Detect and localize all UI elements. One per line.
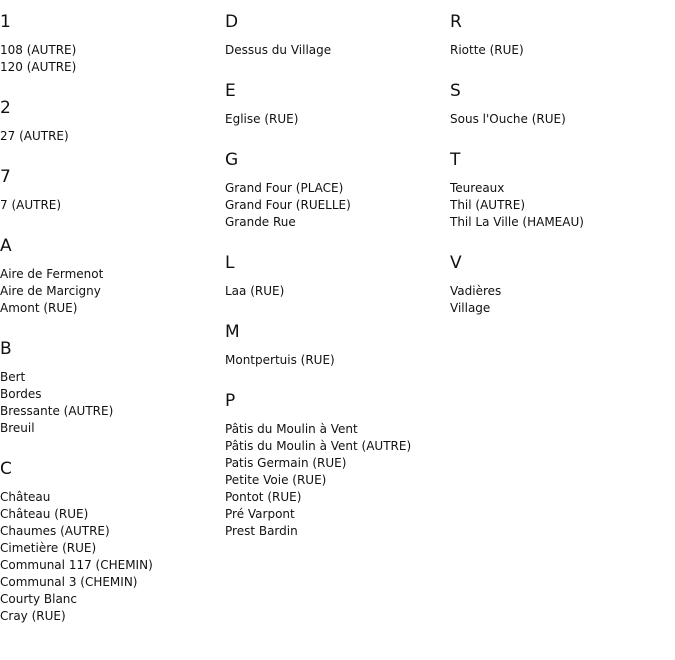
letter-heading: 1	[0, 12, 11, 32]
street-list	[225, 283, 450, 300]
street-link[interactable]: Communal 117 (CHEMIN)	[0, 558, 153, 572]
letter-heading: V	[450, 253, 462, 273]
street-list	[225, 180, 450, 231]
street-list	[450, 283, 675, 317]
street-link[interactable]: Pontot (RUE)	[225, 490, 302, 504]
letter-group	[0, 98, 225, 145]
street-link[interactable]: Aire de Fermenot	[0, 267, 104, 281]
street-link[interactable]: 7 (AUTRE)	[0, 198, 62, 212]
letter-group	[450, 253, 675, 317]
street-link[interactable]: Sous l'Ouche (RUE)	[450, 112, 566, 126]
street-link[interactable]: Village	[450, 301, 491, 315]
letter-heading: B	[0, 339, 12, 359]
street-list	[450, 180, 675, 231]
letter-heading: A	[0, 236, 12, 256]
street-link[interactable]: Pâtis du Moulin à Vent	[225, 422, 358, 436]
street-link[interactable]: Dessus du Village	[225, 43, 332, 57]
street-link[interactable]: Courty Blanc	[0, 592, 78, 606]
street-list	[0, 197, 225, 214]
letter-heading: D	[225, 12, 239, 32]
street-link[interactable]: Laa (RUE)	[225, 284, 285, 298]
letter-heading: M	[225, 322, 240, 342]
letter-heading: 2	[0, 98, 11, 118]
street-link[interactable]: Bordes	[0, 387, 42, 401]
letter-group	[450, 150, 675, 231]
street-list	[0, 266, 225, 317]
street-link[interactable]: Eglise (RUE)	[225, 112, 299, 126]
letter-heading: E	[225, 81, 236, 101]
letter-group	[0, 339, 225, 437]
letter-group	[450, 81, 675, 128]
letter-heading: 7	[0, 167, 11, 187]
letter-group	[225, 391, 450, 540]
street-list	[0, 42, 225, 76]
street-link[interactable]: Prest Bardin	[225, 524, 298, 538]
street-link[interactable]: Breuil	[0, 421, 35, 435]
letter-group	[0, 236, 225, 317]
street-link[interactable]: Grande Rue	[225, 215, 296, 229]
index-column-1	[0, 0, 225, 647]
street-link[interactable]: Grand Four (RUELLE)	[225, 198, 351, 212]
street-link[interactable]: Cimetière (RUE)	[0, 541, 97, 555]
letter-group	[225, 253, 450, 300]
street-link[interactable]: Chaumes (AUTRE)	[0, 524, 110, 538]
street-link[interactable]: Vadières	[450, 284, 502, 298]
street-link[interactable]: Thil La Ville (HAMEAU)	[450, 215, 584, 229]
letter-heading: C	[0, 459, 12, 479]
street-link[interactable]: Riotte (RUE)	[450, 43, 524, 57]
letter-heading: L	[225, 253, 235, 273]
street-list	[225, 111, 450, 128]
letter-group	[225, 12, 450, 59]
street-link[interactable]: 108 (AUTRE)	[0, 43, 77, 57]
street-link[interactable]: Teureaux	[450, 181, 505, 195]
street-link[interactable]: Communal 3 (CHEMIN)	[0, 575, 138, 589]
street-link[interactable]: Amont (RUE)	[0, 301, 78, 315]
street-link[interactable]: Pré Varpont	[225, 507, 295, 521]
street-link[interactable]: Grand Four (PLACE)	[225, 181, 344, 195]
street-link[interactable]: Patis Germain (RUE)	[225, 456, 347, 470]
letter-group	[450, 12, 675, 59]
street-link[interactable]: Château (RUE)	[0, 507, 89, 521]
letter-heading: P	[225, 391, 236, 411]
street-list	[450, 111, 675, 128]
street-link[interactable]: 27 (AUTRE)	[0, 129, 69, 143]
street-list	[450, 42, 675, 59]
street-link[interactable]: Montpertuis (RUE)	[225, 353, 335, 367]
street-list	[225, 352, 450, 369]
index-column-2	[225, 0, 450, 562]
street-link[interactable]: 120 (AUTRE)	[0, 60, 77, 74]
street-link[interactable]: Château	[0, 490, 51, 504]
letter-heading: S	[450, 81, 461, 101]
street-link[interactable]: Aire de Marcigny	[0, 284, 101, 298]
street-link[interactable]: Cray (RUE)	[0, 609, 66, 623]
letter-group	[0, 12, 225, 76]
street-list	[0, 128, 225, 145]
letter-group	[0, 167, 225, 214]
street-list	[0, 489, 225, 625]
letter-heading: G	[225, 150, 239, 170]
street-link[interactable]: Thil (AUTRE)	[450, 198, 526, 212]
index-column-3	[450, 0, 675, 339]
letter-group	[225, 81, 450, 128]
letter-heading: R	[450, 12, 462, 32]
street-link[interactable]: Bert	[0, 370, 26, 384]
letter-group	[225, 322, 450, 369]
street-list	[225, 421, 450, 540]
street-link[interactable]: Petite Voie (RUE)	[225, 473, 327, 487]
letter-group	[0, 459, 225, 625]
street-list	[0, 369, 225, 437]
street-list	[225, 42, 450, 59]
letter-heading: T	[450, 150, 461, 170]
street-link[interactable]: Bressante (AUTRE)	[0, 404, 114, 418]
letter-group	[225, 150, 450, 231]
street-link[interactable]: Pâtis du Moulin à Vent (AUTRE)	[225, 439, 412, 453]
